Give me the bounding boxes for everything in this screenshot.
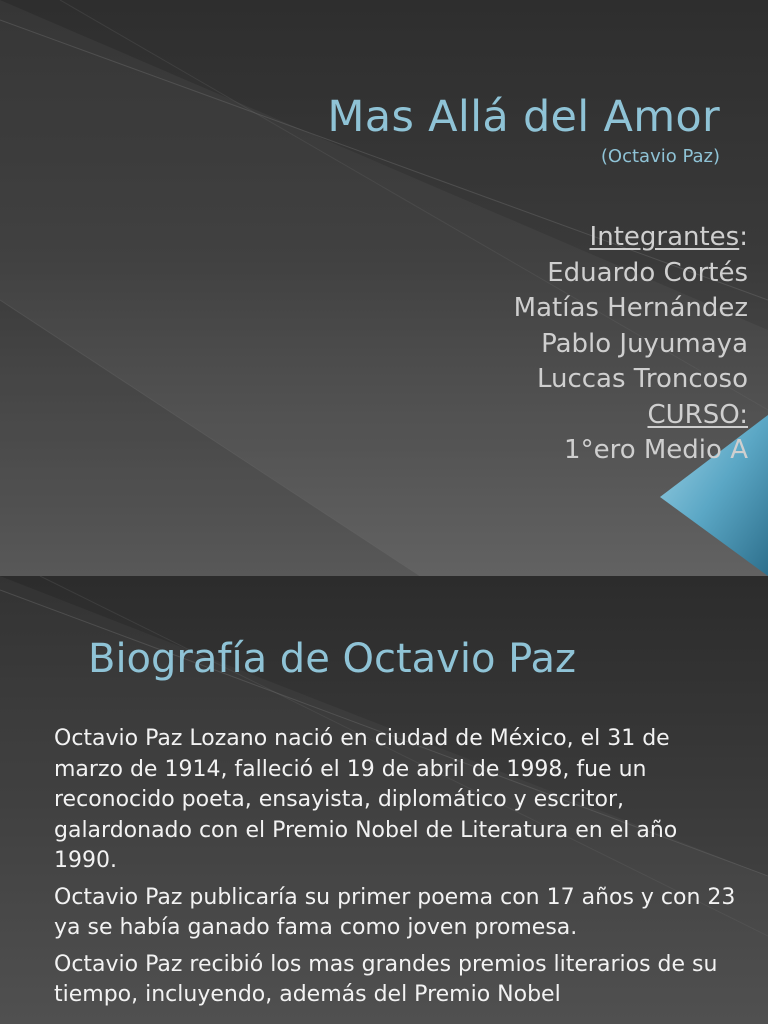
course-value: 1°ero Medio A [564, 435, 748, 465]
biography-body [54, 724, 744, 1017]
course-heading: CURSO: [647, 399, 748, 430]
biography-paragraph: Octavio Paz Lozano nació en ciudad de México, el 31 de marzo de 1914, falleció el 19 de abril de 1998, fue un reconocido poeta, ensayista, diplomático y escritor, galardonado con el Premio Nobel de Literatura en el año 1990. [54, 726, 678, 873]
members-list [328, 220, 748, 469]
presentation-title: Mas Allá del Amor [327, 92, 720, 142]
biography-paragraph: Octavio Paz publicaría su primer poema con 17 años y con 23 ya se había ganado fama como joven promesa. [54, 884, 736, 940]
member-name: Eduardo Cortés [547, 257, 748, 288]
member-name: Pablo Juyumaya [541, 328, 748, 359]
members-heading: Integrantes: [589, 222, 748, 252]
member-name: Matías Hernández [513, 293, 748, 323]
biography-title: Biografía de Octavio Paz [88, 636, 576, 682]
biography-paragraph: Octavio Paz recibió los mas grandes premios literarios de su tiempo, incluyendo, además del Premio Nobel [54, 951, 718, 1007]
member-name: Luccas Troncoso [536, 364, 748, 394]
presentation-subtitle: (Octavio Paz) [600, 146, 720, 167]
